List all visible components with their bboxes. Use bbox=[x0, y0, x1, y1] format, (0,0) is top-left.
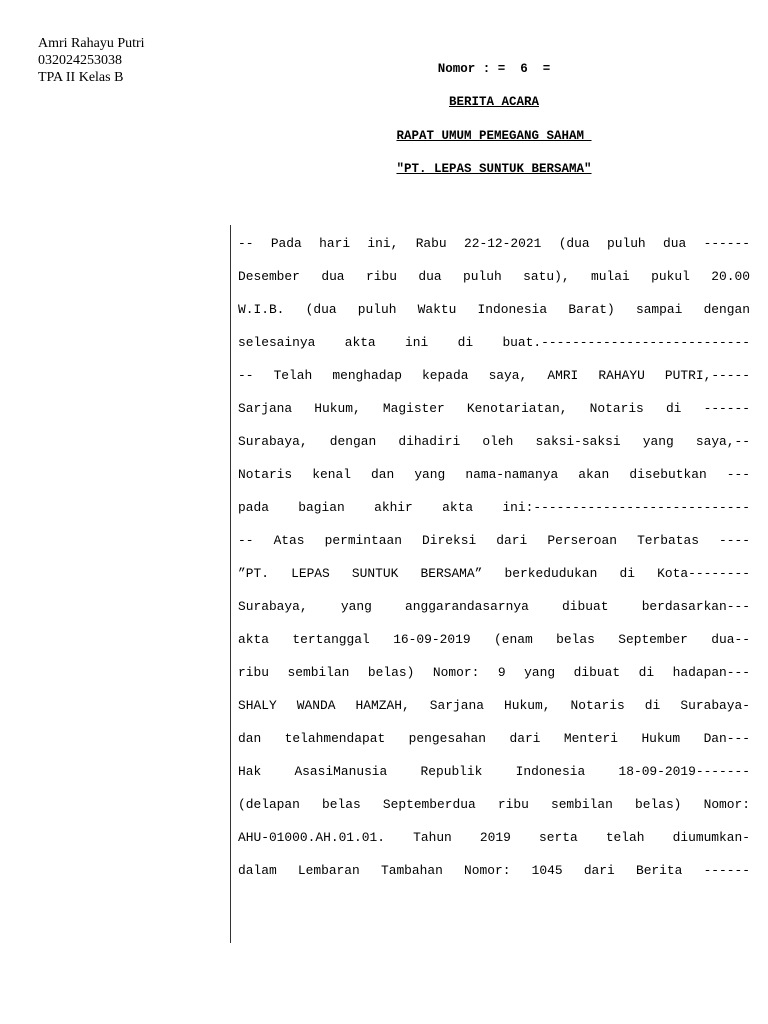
body-line: Surabaya, dengan dihadiri oleh saksi-saksi yang saya,-- bbox=[238, 434, 750, 449]
margin-line bbox=[230, 225, 231, 943]
body-line: -- Atas permintaan Direksi dari Perseroan Terbatas ---- bbox=[238, 533, 750, 548]
body-line: (delapan belas Septemberdua ribu sembilan belas) Nomor: bbox=[238, 797, 750, 812]
body-line: ”PT. LEPAS SUNTUK BERSAMA” berkedudukan di Kota-------- bbox=[238, 566, 750, 581]
body-line: ribu sembilan belas) Nomor: 9 yang dibuat di hadapan--- bbox=[238, 665, 750, 680]
body-line: selesainya akta ini di buat.--------------------------- bbox=[238, 335, 750, 350]
author-id: 032024253038 bbox=[38, 53, 122, 68]
body-line: Desember dua ribu dua puluh satu), mulai pukul 20.00 bbox=[238, 269, 750, 284]
body-line: dan telahmendapat pengesahan dari Menteri Hukum Dan--- bbox=[238, 731, 750, 746]
body-line: SHALY WANDA HAMZAH, Sarjana Hukum, Notaris di Surabaya- bbox=[238, 698, 750, 713]
author-block bbox=[38, 35, 145, 86]
body-line: -- Telah menghadap kepada saya, AMRI RAHAYU PUTRI,----- bbox=[238, 368, 750, 383]
author-name: Amri Rahayu Putri bbox=[38, 36, 145, 51]
company-name: "PT. LEPAS SUNTUK BERSAMA" bbox=[396, 162, 592, 176]
body-line: Hak AsasiManusia Republik Indonesia 18-09-2019------- bbox=[238, 764, 750, 779]
body-line: akta tertanggal 16-09-2019 (enam belas September dua-- bbox=[238, 632, 750, 647]
document-number: Nomor : = 6 = bbox=[437, 62, 551, 76]
document-title: BERITA ACARA bbox=[448, 95, 539, 109]
body-line: pada bagian akhir akta ini:---------------------------- bbox=[238, 500, 750, 515]
body-line: Surabaya, yang anggarandasarnya dibuat berdasarkan--- bbox=[238, 599, 750, 614]
body-line: Notaris kenal dan yang nama-namanya akan disebutkan --- bbox=[238, 467, 750, 482]
body-line: Sarjana Hukum, Magister Kenotariatan, Notaris di ------ bbox=[238, 401, 750, 416]
document-subtitle: RAPAT UMUM PEMEGANG SAHAM bbox=[396, 129, 592, 143]
body-line: W.I.B. (dua puluh Waktu Indonesia Barat) sampai dengan bbox=[238, 302, 750, 317]
author-class: TPA II Kelas B bbox=[38, 70, 124, 85]
body-line: dalam Lembaran Tambahan Nomor: 1045 dari Berita ------ bbox=[238, 863, 750, 878]
body-line: AHU-01000.AH.01.01. Tahun 2019 serta telah diumumkan- bbox=[238, 830, 750, 845]
document-body bbox=[238, 227, 750, 887]
body-line: -- Pada hari ini, Rabu 22-12-2021 (dua puluh dua ------ bbox=[238, 236, 750, 251]
